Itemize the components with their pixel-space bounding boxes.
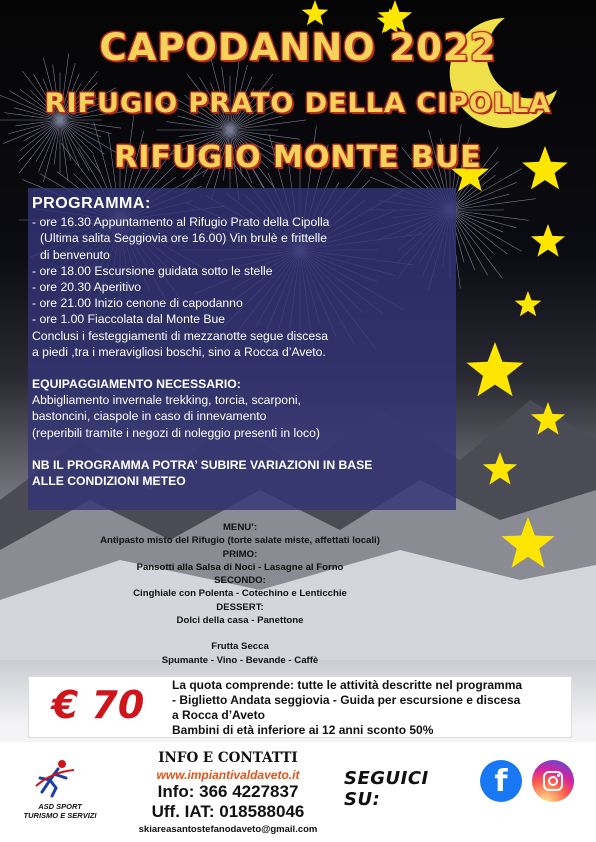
menu-frutta: Frutta Secca (211, 641, 269, 653)
subtitle-rifugio-prato: RIFUGIO PRATO DELLA CIPOLLA (44, 88, 552, 119)
programma-line: (Ultima salita Seggiovia ore 16.00) Vin brulè e frittelle (40, 231, 328, 246)
star-icon (467, 342, 524, 396)
email-link[interactable]: skiareasantostefanodaveto@gmail.com (138, 824, 318, 835)
equipaggiamento-line: Abbigliamento invernale trekking, torcia, scarponi, (32, 393, 301, 408)
price-badge: € 70 (51, 683, 145, 727)
subtitle-rifugio-monte-bue: RIFUGIO MONTE BUE (114, 140, 482, 175)
star-icon (483, 452, 517, 485)
equipaggiamento-line: (reperibili tramite i negozi di noleggio presenti in loco) (32, 425, 320, 440)
page-title: CAPODANNO 2022 (99, 26, 497, 69)
programma-line: - ore 1.00 Fiaccolata dal Monte Bue (32, 312, 226, 327)
menu-section (40, 521, 440, 667)
menu-bevande: Spumante - Vino - Bevande - Caffè (161, 654, 319, 666)
asd-line: ASD SPORT (38, 802, 82, 811)
star-icon (302, 0, 329, 25)
star-icon (531, 402, 565, 435)
info-contatti (112, 750, 344, 835)
quota-line: Bambini di età inferiore ai 12 anni sconto 50% (172, 723, 434, 737)
menu-primo: Pansotti alla Salsa di Noci - Lasagne al Forno (136, 561, 344, 573)
menu-secondo: Cinghiale con Polenta - Cotechino e Lenticchie (133, 588, 347, 600)
equipaggiamento-line: bastoncini, ciaspole in caso di innevamento (32, 409, 267, 424)
programma-line: - ore 18.00 Escursione guidata sotto le stelle (32, 263, 273, 278)
menu-primo-heading: PRIMO: (222, 548, 258, 560)
instagram-icon[interactable] (532, 760, 574, 802)
menu-dessert: Dolci della casa - Panettone (176, 615, 304, 627)
asd-sport-logo-icon (32, 758, 78, 798)
note-line: ALLE CONDIZIONI METEO (32, 474, 186, 489)
programma-line: - ore 21.00 Inizio cenone di capodanno (32, 296, 243, 311)
star-icon (501, 517, 554, 568)
programma-line: Conclusi i festeggiamenti di mezzanotte segue discesa (32, 328, 329, 343)
programma-line: di benvenuto (40, 247, 110, 262)
iat-phone[interactable]: Uff. IAT: 018588046 (151, 802, 305, 821)
asd-line: TURISMO E SERVIZI (23, 811, 97, 820)
programma-text (32, 196, 448, 489)
equipaggiamento-heading: EQUIPAGGIAMENTO NECESSARIO: (32, 377, 241, 392)
menu-antipasto: Antipasto misto del Rifugio (torte salate miste, affettati locali) (100, 535, 380, 547)
programma-line: - ore 20.30 Aperitivo (32, 280, 142, 295)
seguici-label: SEGUICI SU: (344, 768, 429, 810)
programma-heading: PROGRAMMA: (32, 195, 151, 212)
quota-text (172, 678, 576, 738)
programma-line: - ore 16.30 Appuntamento al Rifugio Prato della Cipolla (32, 215, 330, 230)
star-icon (515, 291, 542, 316)
facebook-icon[interactable]: f (480, 760, 522, 802)
asd-sport-label (20, 802, 100, 820)
star-icon (531, 224, 565, 257)
note-line: NB IL PROGRAMMA POTRA’ SUBIRE VARIAZIONI IN BASE (32, 457, 373, 472)
quota-line: La quota comprende: tutte le attività descritte nel programma (172, 678, 523, 692)
programma-line: a piedi ,tra i meravigliosi boschi, sino a Rocca d’Aveto. (32, 344, 326, 359)
quota-line: - Biglietto Andata seggiovia - Guida per escursione e discesa (172, 693, 521, 707)
menu-secondo-heading: SECONDO: (214, 575, 266, 587)
menu-heading: MENU’: (222, 522, 258, 533)
website-link[interactable]: www.impiantivaldaveto.it (156, 768, 300, 782)
info-heading: INFO E CONTATTI (158, 750, 298, 766)
info-phone[interactable]: Info: 366 4227837 (157, 782, 299, 801)
menu-dessert-heading: DESSERT: (216, 601, 264, 613)
quota-line: a Rocca d’Aveto (172, 708, 265, 722)
